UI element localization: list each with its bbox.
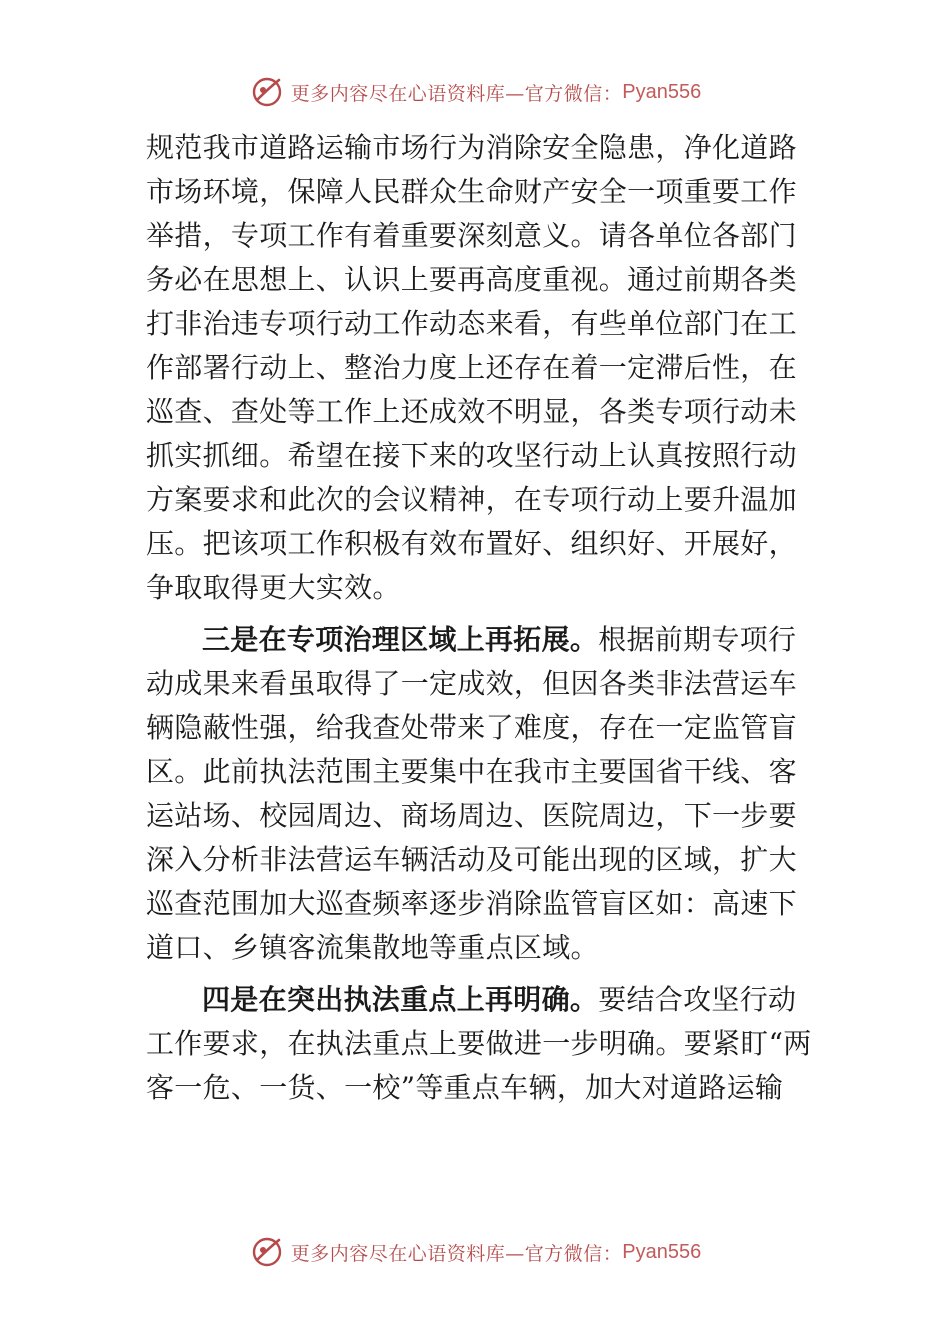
paragraph-2 [146,618,808,970]
paragraph-2-first-line [146,618,808,662]
brand-logo-icon [249,1234,285,1270]
watermark-text: 更多内容尽在心语资料库—官方微信： [290,82,623,105]
paragraph-3 [146,978,812,1110]
watermark-wechat-id: Pyan556 [622,80,702,103]
watermark-wechat-id: Pyan556 [622,1240,702,1263]
text-line: 深入分析非法营运车辆活动及可能出现的区域，扩大 [146,843,797,876]
brand-logo-icon [249,74,285,110]
text-line: 抓实抓细。希望在接下来的攻坚行动上认真按照行动 [146,439,797,472]
text-line: 举措，专项工作有着重要深刻意义。请各单位各部门 [146,219,797,252]
text-line: 道口、乡镇客流集散地等重点区域。 [146,931,599,964]
text-line: 巡查范围加大巡查频率逐步消除监管盲区如：高速下 [146,887,797,920]
text-line: 区。此前执法范围主要集中在我市主要国省干线、客 [146,755,797,788]
text-line: 工作要求，在执法重点上要做进一步明确。要紧盯“两 [146,1027,812,1060]
paragraph-2-first-line-text: 根据前期专项行 [598,623,797,656]
text-line: 压。把该项工作积极有效布置好、组织好、开展好， [146,527,797,560]
paragraph-3-heading: 四是在突出执法重点上再明确。 [202,983,599,1016]
text-line: 争取取得更大实效。 [146,571,401,604]
footer-watermark [0,1232,950,1272]
paragraph-2-heading: 三是在专项治理区域上再拓展。 [202,623,599,656]
document-body [146,126,812,1110]
text-line: 方案要求和此次的会议精神，在专项行动上要升温加 [146,483,797,516]
text-line: 务必在思想上、认识上要再高度重视。通过前期各类 [146,263,797,296]
text-line: 运站场、校园周边、商场周边、医院周边，下一步要 [146,799,797,832]
text-line: 辆隐蔽性强，给我查处带来了难度，存在一定监管盲 [146,711,797,744]
paragraph-3-first-line-text: 要结合攻坚行动 [598,983,797,1016]
text-line: 规范我市道路运输市场行为消除安全隐患，净化道路 [146,131,797,164]
text-line: 客一危、一货、一校”等重点车辆，加大对道路运输 [146,1071,784,1104]
watermark-text: 更多内容尽在心语资料库—官方微信： [290,1242,623,1265]
paragraph-3-first-line [146,978,808,1022]
text-line: 打非治违专项行动工作动态来看，有些单位部门在工 [146,307,797,340]
text-line: 动成果来看虽取得了一定成效，但因各类非法营运车 [146,667,797,700]
paragraph-1 [146,126,808,610]
text-line: 作部署行动上、整治力度上还存在着一定滞后性，在 [146,351,797,384]
header-watermark [0,72,950,112]
text-line: 巡查、查处等工作上还成效不明显，各类专项行动未 [146,395,797,428]
text-line: 市场环境，保障人民群众生命财产安全一项重要工作 [146,175,797,208]
